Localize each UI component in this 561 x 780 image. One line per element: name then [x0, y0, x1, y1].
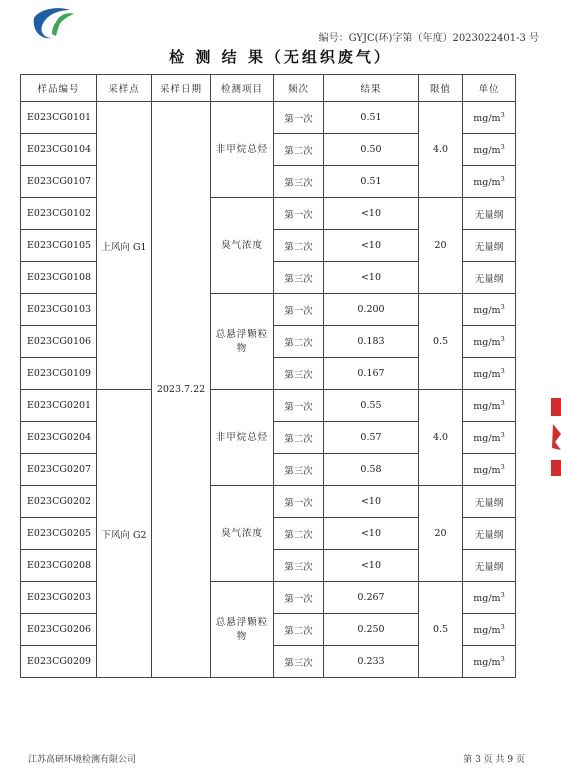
frequency-cell: 第一次: [274, 390, 324, 422]
frequency-cell: 第三次: [274, 646, 324, 678]
result-cell: <10: [324, 262, 419, 294]
table-header-row: [21, 75, 516, 102]
sample-date-cell: 2023.7.22: [152, 102, 211, 678]
sample-id-cell: E023CG0207: [21, 454, 97, 486]
unit-cell: [463, 198, 516, 230]
result-cell: 0.57: [324, 422, 419, 454]
frequency-cell: 第一次: [274, 582, 324, 614]
result-cell: 0.233: [324, 646, 419, 678]
unit-cell: [463, 550, 516, 582]
page-title: 检 测 结 果（无组织废气）: [169, 48, 392, 66]
table-row: [21, 198, 516, 230]
sample-id-cell: E023CG0107: [21, 166, 97, 198]
result-cell: <10: [324, 230, 419, 262]
unit-superscript: 3: [500, 110, 505, 119]
unit-text: mg/m: [473, 593, 501, 605]
sampling-point-cell: 下风向 G2: [97, 390, 152, 678]
unit-text: 无量纲: [474, 241, 504, 253]
result-cell: 0.267: [324, 582, 419, 614]
unit-superscript: 3: [500, 142, 505, 151]
sample-id-cell: E023CG0104: [21, 134, 97, 166]
sample-id-cell: E023CG0101: [21, 102, 97, 134]
frequency-cell: 第一次: [274, 198, 324, 230]
frequency-cell: 第二次: [274, 518, 324, 550]
company-name: 江苏高研环境检测有限公司: [28, 755, 137, 765]
sample-id-cell: E023CG0209: [21, 646, 97, 678]
column-header: 采样点: [97, 75, 152, 102]
unit-text: 无量纲: [474, 529, 504, 541]
sample-id-cell: E023CG0204: [21, 422, 97, 454]
unit-superscript: 3: [500, 430, 505, 439]
unit-cell: [463, 230, 516, 262]
unit-text: mg/m: [473, 465, 501, 477]
frequency-cell: 第三次: [274, 550, 324, 582]
table-row: [21, 582, 516, 614]
column-header: 检测项目: [211, 75, 274, 102]
company-logo: [30, 4, 78, 42]
unit-cell: [463, 646, 516, 678]
result-cell: 0.51: [324, 102, 419, 134]
sample-id-cell: E023CG0106: [21, 326, 97, 358]
limit-cell: 0.5: [419, 582, 463, 678]
unit-cell: [463, 166, 516, 198]
frequency-cell: 第三次: [274, 166, 324, 198]
sample-id-cell: E023CG0205: [21, 518, 97, 550]
test-item-cell: 总悬浮颗粒物: [211, 582, 274, 678]
result-cell: 0.55: [324, 390, 419, 422]
frequency-cell: 第三次: [274, 262, 324, 294]
column-header: 样品编号: [21, 75, 97, 102]
limit-cell: 4.0: [419, 390, 463, 486]
sample-id-cell: E023CG0103: [21, 294, 97, 326]
frequency-cell: 第一次: [274, 486, 324, 518]
unit-superscript: 3: [500, 622, 505, 631]
unit-cell: [463, 454, 516, 486]
unit-cell: [463, 294, 516, 326]
sample-id-cell: E023CG0203: [21, 582, 97, 614]
unit-cell: [463, 582, 516, 614]
unit-text: mg/m: [473, 625, 501, 637]
result-cell: 0.183: [324, 326, 419, 358]
result-cell: 0.250: [324, 614, 419, 646]
sample-id-cell: E023CG0202: [21, 486, 97, 518]
unit-text: 无量纲: [474, 497, 504, 509]
unit-cell: [463, 518, 516, 550]
sample-id-cell: E023CG0208: [21, 550, 97, 582]
test-item-cell: 非甲烷总烃: [211, 390, 274, 486]
unit-superscript: 3: [500, 366, 505, 375]
frequency-cell: 第三次: [274, 454, 324, 486]
result-cell: <10: [324, 550, 419, 582]
limit-cell: 20: [419, 486, 463, 582]
sample-id-cell: E023CG0206: [21, 614, 97, 646]
frequency-cell: 第二次: [274, 422, 324, 454]
column-header: 结果: [324, 75, 419, 102]
sample-id-cell: E023CG0108: [21, 262, 97, 294]
unit-text: mg/m: [473, 145, 501, 157]
table-row: [21, 390, 516, 422]
seal-stamp-fragment: [549, 390, 561, 482]
sample-id-cell: E023CG0105: [21, 230, 97, 262]
unit-text: mg/m: [473, 369, 501, 381]
frequency-cell: 第二次: [274, 230, 324, 262]
test-item-cell: 臭气浓度: [211, 486, 274, 582]
unit-cell: [463, 262, 516, 294]
result-cell: <10: [324, 486, 419, 518]
result-cell: <10: [324, 198, 419, 230]
result-cell: <10: [324, 518, 419, 550]
frequency-cell: 第二次: [274, 326, 324, 358]
result-cell: 0.50: [324, 134, 419, 166]
sampling-point-cell: 上风向 G1: [97, 102, 152, 390]
unit-superscript: 3: [500, 302, 505, 311]
test-item-cell: 非甲烷总烃: [211, 102, 274, 198]
frequency-cell: 第一次: [274, 102, 324, 134]
frequency-cell: 第二次: [274, 134, 324, 166]
unit-text: mg/m: [473, 657, 501, 669]
sample-id-cell: E023CG0102: [21, 198, 97, 230]
unit-cell: [463, 134, 516, 166]
unit-cell: [463, 614, 516, 646]
result-cell: 0.200: [324, 294, 419, 326]
unit-superscript: 3: [500, 398, 505, 407]
unit-cell: [463, 102, 516, 134]
unit-text: mg/m: [473, 177, 501, 189]
unit-cell: [463, 390, 516, 422]
unit-text: mg/m: [473, 305, 501, 317]
limit-cell: 4.0: [419, 102, 463, 198]
unit-text: mg/m: [473, 113, 501, 125]
unit-text: 无量纲: [474, 561, 504, 573]
unit-cell: [463, 486, 516, 518]
unit-superscript: 3: [500, 590, 505, 599]
frequency-cell: 第二次: [274, 614, 324, 646]
unit-cell: [463, 326, 516, 358]
table-row: [21, 486, 516, 518]
results-table: [20, 74, 516, 678]
unit-text: 无量纲: [474, 273, 504, 285]
unit-text: mg/m: [473, 433, 501, 445]
column-header: 采样日期: [152, 75, 211, 102]
column-header: 单位: [463, 75, 516, 102]
unit-text: mg/m: [473, 337, 501, 349]
test-item-cell: 臭气浓度: [211, 198, 274, 294]
table-row: [21, 102, 516, 134]
test-item-cell: 总悬浮颗粒物: [211, 294, 274, 390]
unit-cell: [463, 422, 516, 454]
unit-superscript: 3: [500, 462, 505, 471]
result-cell: 0.167: [324, 358, 419, 390]
sample-id-cell: E023CG0201: [21, 390, 97, 422]
unit-superscript: 3: [500, 174, 505, 183]
result-cell: 0.58: [324, 454, 419, 486]
unit-superscript: 3: [500, 654, 505, 663]
unit-text: mg/m: [473, 401, 501, 413]
sample-id-cell: E023CG0109: [21, 358, 97, 390]
frequency-cell: 第一次: [274, 294, 324, 326]
unit-superscript: 3: [500, 334, 505, 343]
unit-text: 无量纲: [474, 209, 504, 221]
limit-cell: 0.5: [419, 294, 463, 390]
frequency-cell: 第三次: [274, 358, 324, 390]
page-number: 第 3 页 共 9 页: [463, 755, 525, 765]
column-header: 频次: [274, 75, 324, 102]
table-row: [21, 294, 516, 326]
result-cell: 0.51: [324, 166, 419, 198]
unit-cell: [463, 358, 516, 390]
document-number: 编号：GYJC(环)字第（年度）2023022401-3 号: [318, 33, 539, 44]
limit-cell: 20: [419, 198, 463, 294]
column-header: 限值: [419, 75, 463, 102]
